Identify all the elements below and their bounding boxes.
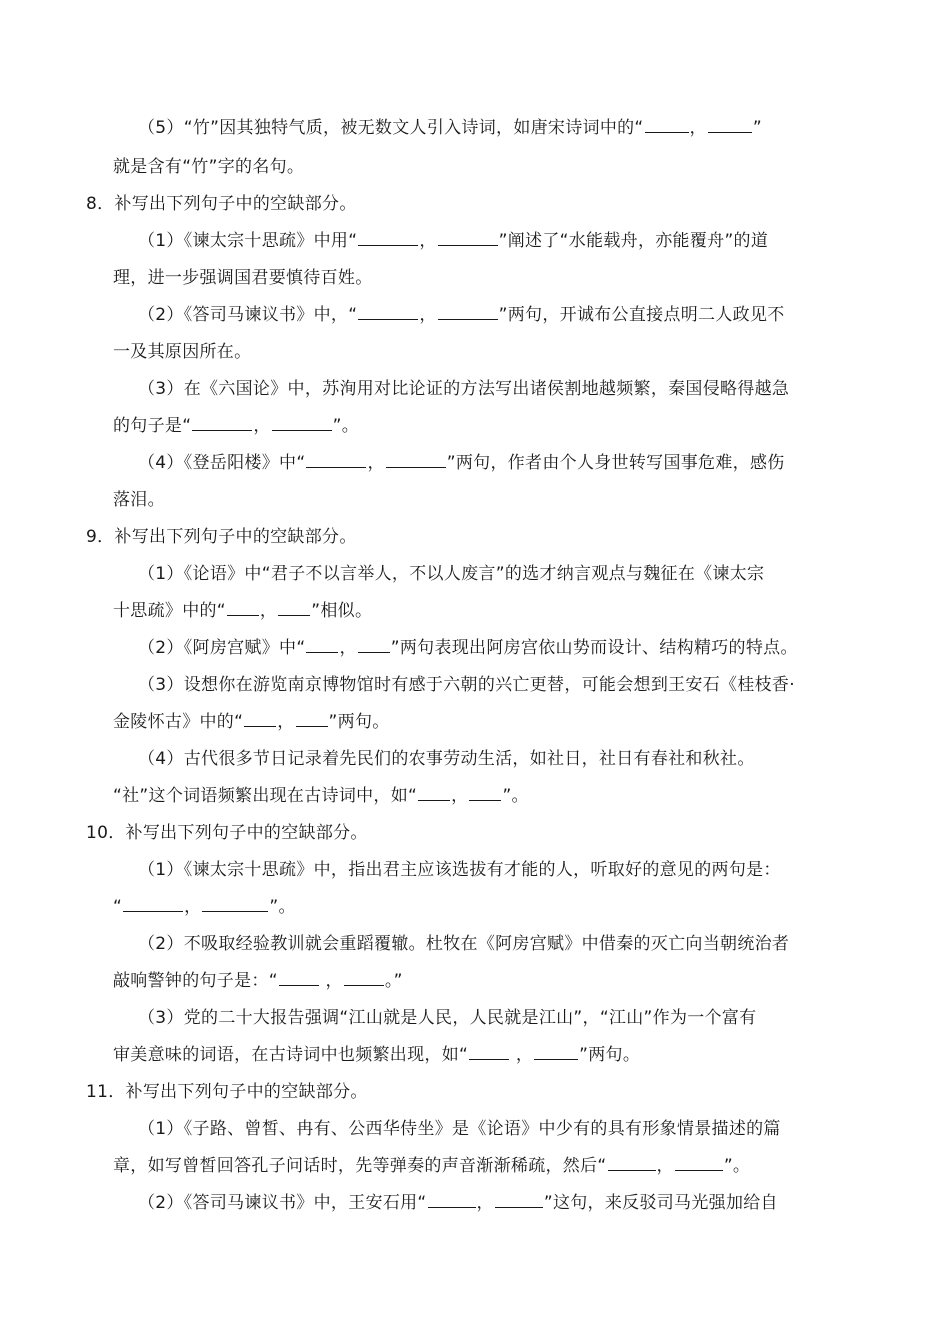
text-segment: ， [476,1193,494,1213]
text-segment: ”两句表现出阿房宫依山势而设计、结构精巧的特点。 [390,638,798,658]
text-segment: 一及其原因所在。 [113,342,252,362]
text-segment: 章，如写曾皙回答孔子问话时，先等弹奏的声音渐渐稀疏，然后“ [113,1156,607,1176]
fill-in-blank [358,637,390,653]
fill-in-blank [438,304,498,320]
text-segment: ”。 [502,786,529,806]
text-segment: （1）《子路、曾皙、冉有、公西华侍坐》是《论语》中少有的具有形象情景描述的篇 [138,1119,781,1139]
text-line [113,970,403,992]
fill-in-blank [123,896,183,912]
text-line [113,896,296,918]
text-line [86,193,357,215]
text-segment: （3）设想你在游览南京博物馆时有感于六朝的兴亡更替，可能会想到王安石《桂枝香· [138,675,795,695]
fill-in-blank [306,452,366,468]
text-segment: ”两句。 [579,1045,641,1065]
text-line [138,674,795,696]
text-line [113,711,390,733]
text-segment: （2）《阿房宫赋》中“ [138,638,306,658]
fill-in-blank [358,304,418,320]
text-segment: 金陵怀古》中的“ [113,712,244,732]
text-segment: （1）《论语》中“君子不以言举人，不以人废言”的选才纳言观点与魏征在《谏太宗 [138,564,765,584]
text-segment: （4）古代很多节日记录着先民们的农事劳动生活，如社日，社日有春社和秋社。 [138,749,755,769]
fill-in-blank [272,415,332,431]
text-segment: （1）《谏太宗十思疏》中，指出君主应该选拔有才能的人，听取好的意见的两句是： [138,860,781,880]
fill-in-blank [469,785,501,801]
text-segment: ， [689,118,707,138]
text-segment: 十思疏》中的“ [113,601,226,621]
text-segment: （2）《答司马谏议书》中，“ [138,305,358,325]
fill-in-blank [358,230,418,246]
fill-in-blank [278,600,310,616]
fill-in-blank [296,711,328,727]
text-segment: ”两句。 [328,712,390,732]
fill-in-blank [202,896,268,912]
text-segment: “社”这个词语频繁出现在古诗词中，如“ [113,786,418,806]
text-segment: ” [752,118,762,138]
fill-in-blank [534,1044,578,1060]
text-segment: 的句子是“ [113,416,192,436]
text-segment: ， [419,231,437,251]
text-segment: ， [259,601,278,621]
text-line [86,1081,368,1103]
text-line [138,1192,778,1214]
fill-in-blank [469,1044,509,1060]
fill-in-blank [418,785,450,801]
fill-in-blank [244,711,276,727]
text-segment: 9．补写出下列句子中的空缺部分。 [86,527,357,547]
text-segment: ”相似。 [311,601,373,621]
text-line [113,600,372,622]
text-segment: ”。 [269,897,296,917]
fill-in-blank [306,637,338,653]
text-line [138,304,785,326]
text-segment: ， [184,897,202,917]
text-line [138,1118,781,1140]
fill-in-blank [227,600,259,616]
text-segment: ”两句，开诚布公直接点明二人政见不 [498,305,785,325]
text-line [138,748,755,770]
text-line [138,117,762,139]
text-segment: ， [451,786,469,806]
text-segment: ， [367,453,385,473]
text-segment: 落泪。 [113,490,165,510]
fill-in-blank [675,1155,723,1171]
fill-in-blank [608,1155,656,1171]
text-line [113,156,304,178]
text-segment: ， [656,1156,674,1176]
text-line [113,1155,750,1177]
text-segment: ， [419,305,437,325]
fill-in-blank [192,415,252,431]
text-segment: （5）“竹”因其独特气质，被无数文人引入诗词，如唐宋诗词中的“ [138,118,644,138]
text-line [138,452,785,474]
text-segment: ， [253,416,271,436]
text-segment: 8．补写出下列句子中的空缺部分。 [86,194,357,214]
text-line [138,378,789,400]
text-segment: 审美意味的词语，在古诗词中也频繁出现，如“ [113,1045,469,1065]
text-line [113,1044,640,1066]
fill-in-blank [495,1192,543,1208]
text-line [86,526,357,548]
text-segment: ”。 [332,416,360,436]
text-segment: ， [510,1045,534,1065]
text-line [113,341,251,363]
text-line [113,267,373,289]
text-line [138,1007,756,1029]
text-segment: 。” [384,971,403,991]
text-segment: （3）在《六国论》中，苏洵用对比论证的方法写出诸侯割地越频繁，秦国侵略得越急 [138,379,790,399]
text-segment: ， [277,712,295,732]
text-segment: ， [319,971,343,991]
text-line [113,785,529,807]
text-segment: 10．补写出下列句子中的空缺部分。 [86,823,368,843]
text-line [138,933,789,955]
text-line [113,415,359,437]
fill-in-blank [344,970,384,986]
text-segment: ”这句，来反驳司马光强加给自 [543,1193,778,1213]
text-segment: 理，进一步强调国君要慎待百姓。 [113,268,373,288]
text-segment: （2）不吸取经验教训就会重蹈覆辙。杜牧在《阿房宫赋》中借秦的灭亡向当朝统治者 [138,934,790,954]
text-line [138,563,764,585]
text-segment: （2）《答司马谏议书》中，王安石用“ [138,1193,427,1213]
text-line [138,230,768,252]
fill-in-blank [645,117,689,133]
text-segment: 敲响警钟的句子是：“ [113,971,278,991]
text-line [138,859,781,881]
fill-in-blank [428,1192,476,1208]
text-segment: ”。 [723,1156,751,1176]
text-segment: （4）《登岳阳楼》中“ [138,453,306,473]
fill-in-blank [438,230,498,246]
text-segment: 就是含有“竹”字的名句。 [113,157,305,177]
text-segment: 11．补写出下列句子中的空缺部分。 [86,1082,368,1102]
fill-in-blank [386,452,446,468]
text-segment: ”两句，作者由个人身世转写国事危难，感伤 [446,453,785,473]
text-segment: “ [113,897,123,917]
text-line [86,822,368,844]
text-line [138,637,798,659]
text-segment: （1）《谏太宗十思疏》中用“ [138,231,358,251]
text-segment: ， [339,638,357,658]
fill-in-blank [708,117,752,133]
text-line [113,489,165,511]
text-segment: ”阐述了“水能载舟，亦能覆舟”的道 [498,231,769,251]
fill-in-blank [279,970,319,986]
text-segment: （3）党的二十大报告强调“江山就是人民，人民就是江山”，“江山”作为一个富有 [138,1008,757,1028]
